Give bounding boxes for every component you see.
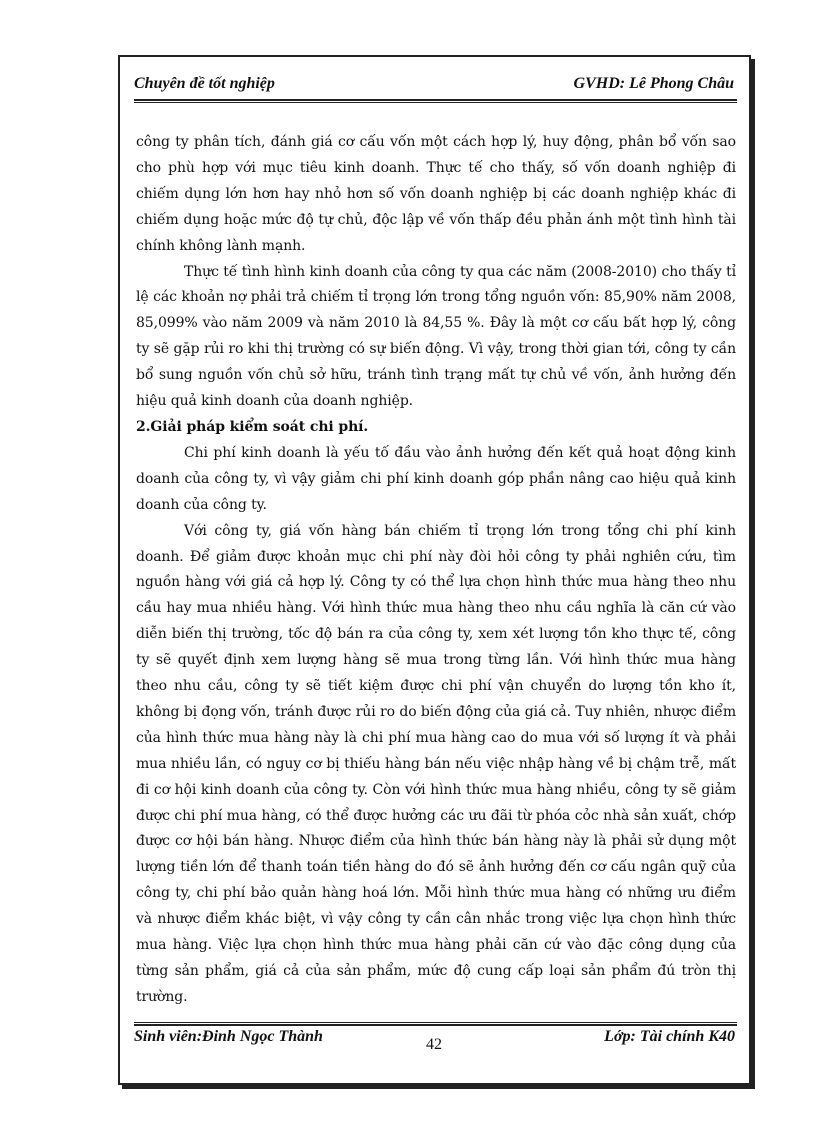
section-heading: 2.Giải pháp kiểm soát chi phí. <box>136 418 369 435</box>
page-header <box>134 75 734 99</box>
header-rule <box>134 99 737 103</box>
footer-rule <box>134 1022 737 1026</box>
footer-class: Lớp: Tài chính K40 <box>604 1028 735 1045</box>
footer-student: Sinh viên:Đinh Ngọc Thành <box>134 1028 323 1045</box>
page-footer <box>134 1028 737 1052</box>
header-title: Chuyên đề tốt nghiệp <box>134 75 275 92</box>
paragraph-3: Chi phí kinh doanh là yếu tố đầu vào ảnh hưởng đến kết quả hoạt động kinh doanh của công ty, vì vậy giảm chi phí kinh doanh góp phần nâng cao hiệu quả kinh doanh của công ty. <box>136 444 736 513</box>
paragraph-2: Thực tế tình hình kinh doanh của công ty qua các năm (2008-2010) cho thấy tỉ lệ các khoản nợ phải trả chiếm tỉ trọng lớn trong tổng nguồn vốn: 85,90% năm 2008, 85,099% vào năm 2009 và năm 2010 là 84,55 %. Đây là một cơ cấu bất hợp lý, công ty sẽ gặp rủi ro khi thị trường có sự biến động. Vì vậy, trong thời gian tới, công ty cần bổ sung nguồn vốn chủ sở hữu, tránh tình trạng mất tự chủ về vốn, ảnh hưởng đến hiệu quả kinh doanh của doanh nghiệp. <box>136 263 736 410</box>
header-advisor: GVHD: Lê Phong Châu <box>573 75 734 92</box>
page-number: 42 <box>426 1036 442 1053</box>
paragraph-1: công ty phân tích, đánh giá cơ cấu vốn một cách hợp lý, huy động, phân bổ vốn sao cho phù hợp với mục tiêu kinh doanh. Thực tế cho thấy, số vốn doanh nghiệp đi chiếm dụng lớn hơn hay nhỏ hơn số vốn doanh nghiệp bị các doanh nghiệp khác đi chiếm dụng hoặc mức độ tự chủ, độc lập về vốn thấp đều phản ánh một tình hình tài chính không lành mạnh. <box>136 134 736 254</box>
document-body <box>136 130 736 1011</box>
paragraph-4: Với công ty, giá vốn hàng bán chiếm tỉ trọng lớn trong tổng chi phí kinh doanh. Để giảm được khoản mục chi phí này đòi hỏi công ty phải nghiên cứu, tìm nguồn hàng với giá cả hợp lý. Công ty có thể lựa chọn hình thức mua hàng theo nhu cầu hay mua nhiều hàng. Với hình thức mua hàng theo nhu cầu nghĩa là căn cứ vào diễn biến thị trường, tốc độ bán ra của công ty, xem xét lượng tồn kho thực tế, công ty sẽ quyết định xem lượng hàng sẽ mua trong từng lần. Với hình thức mua hàng theo nhu cầu, công ty sẽ tiết kiệm được chi phí vận chuyển do lượng tồn kho ít, không bị đọng vốn, tránh được rủi ro do biến động của giá cả. Tuy nhiên, nhược điểm của hình thức mua hàng này là chi phí mua hàng cao do mua với số lượng ít và phải mua nhiều lần, có nguy cơ bị thiếu hàng bán nếu việc nhập hàng về bị chậm trễ, mất đi cơ hội kinh doanh của công ty. Còn với hình thức mua hàng nhiều, công ty sẽ giảm được chi phí mua hàng, có thể được hưởng các ưu đãi từ phóa cỏc nhà sản xuất, chớp được cơ hội bán hàng. Nhược điểm của hình thức bán hàng này là phải sử dụng một lượng tiền lớn để thanh toán tiền hàng do đó sẽ ảnh hưởng đến cơ cấu ngân quỹ của công ty, chi phí bảo quản hàng hoá lớn. Mỗi hình thức mua hàng có những ưu điểm và nhược điểm khác biệt, vì vậy công ty cần cân nhắc trong việc lựa chọn hình thức mua hàng. Việc lựa chọn hình thức mua hàng phải căn cứ vào đặc công dụng của từng sản phẩm, giá cả của sản phẩm, mức độ cung cấp loại sản phẩm đú tròn thị trường. <box>136 522 736 1005</box>
